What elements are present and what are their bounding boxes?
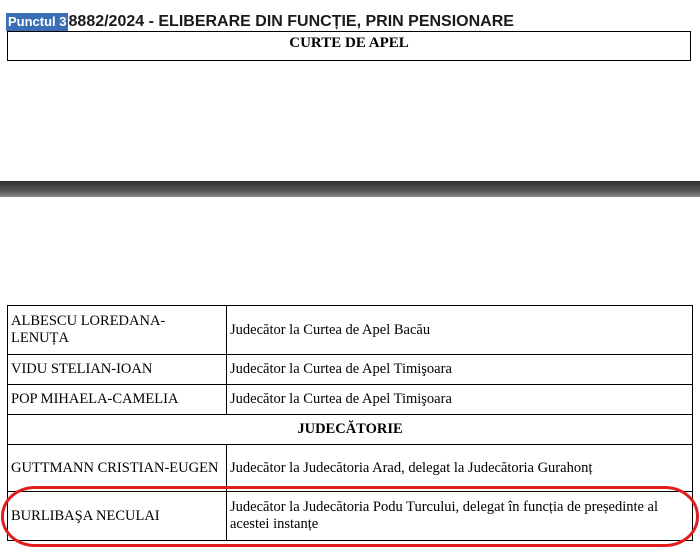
judge-name-cell: BURLIBAŞA NECULAI [8,492,227,541]
selected-text-highlight[interactable]: Punctul 3 [8,14,67,29]
judge-name-cell: VIDU STELIAN-IOAN [8,355,227,385]
judge-name-cell: ALBESCU LOREDANA-LENUȚA [8,306,227,355]
judge-role-cell: Judecător la Judecătoria Arad, delegat la Judecătoria Gurahonț [227,445,693,492]
judge-name-cell: GUTTMANN CRISTIAN-EUGEN [8,445,227,492]
page-break-divider [0,181,700,197]
table-row [8,385,693,415]
table-row [8,355,693,385]
table-row [8,492,693,541]
section-header-judecatorie: JUDECĂTORIE [8,415,693,445]
court-type-label: CURTE DE APEL [289,35,409,51]
judge-role-cell: Judecător la Curtea de Apel Bacău [227,306,693,355]
judge-name-cell: POP MIHAELA-CAMELIA [8,385,227,415]
judge-role-cell: Judecător la Judecătoria Podu Turcului, delegat în funcția de președinte al acestei instanțe [227,492,693,541]
title-text: 8882/2024 - ELIBERARE DIN FUNCȚIE, PRIN PENSIONARE [68,13,514,30]
document-title [6,12,514,32]
table-row [8,306,693,355]
court-type-header [7,31,691,61]
judge-role-cell: Judecător la Curtea de Apel Timişoara [227,355,693,385]
table-row [8,445,693,492]
judges-table [7,305,693,541]
judge-role-cell: Judecător la Curtea de Apel Timişoara [227,385,693,415]
section-header-row [8,415,693,445]
